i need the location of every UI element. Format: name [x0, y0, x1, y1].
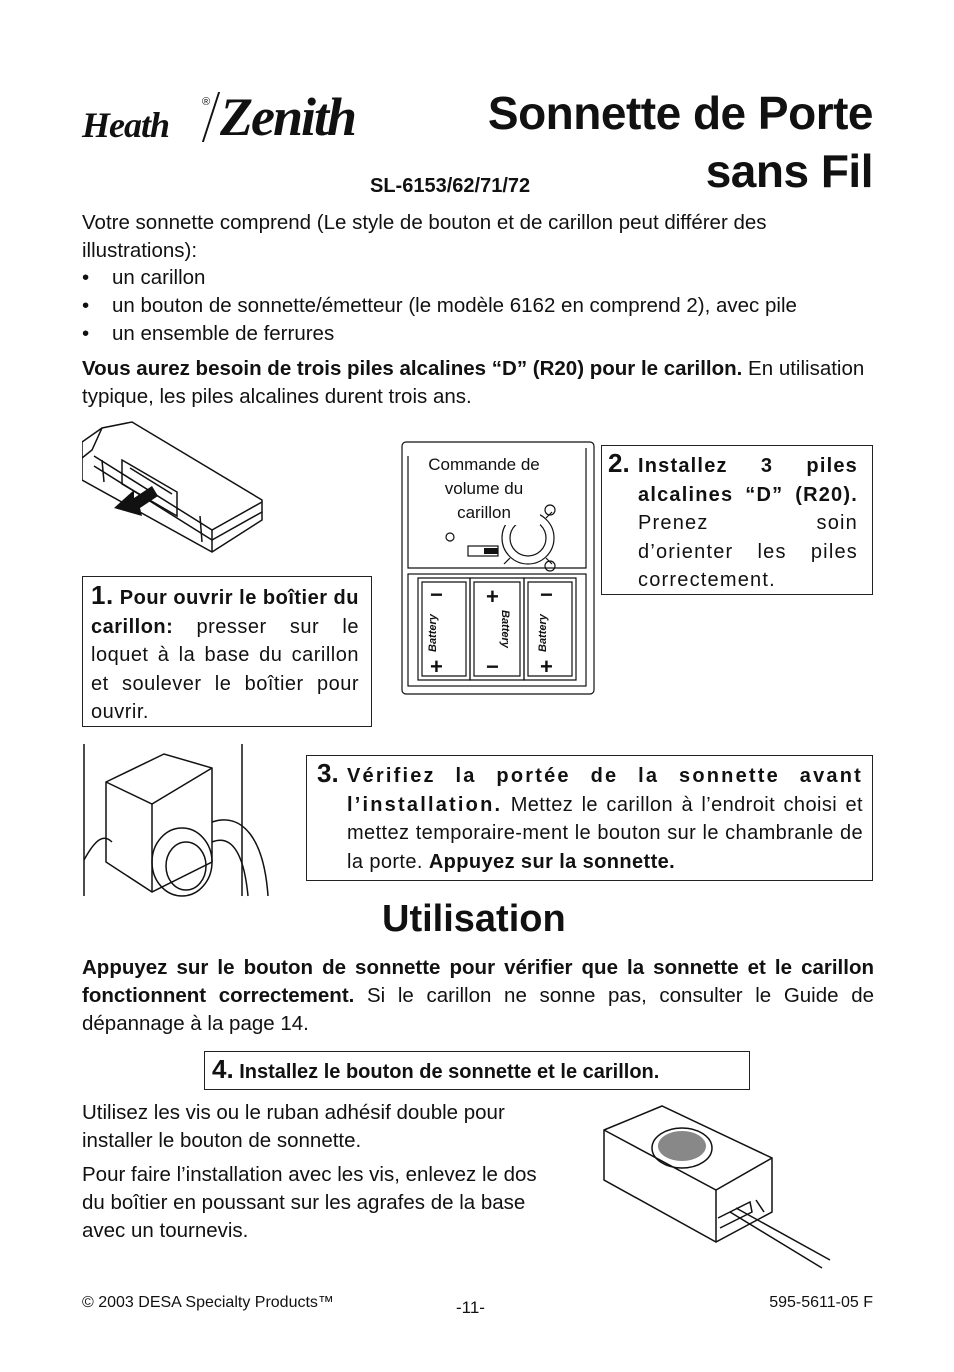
doorbell-test-illustration: [82, 742, 278, 898]
step-1-box: 1. Pour ouvrir le boîtier du carillon: presser sur le loquet à la base du carillon et soulever le boîtier pour ouvrir.: [82, 576, 372, 727]
push-button-icon: [658, 1131, 706, 1161]
install-screw-text: Pour faire l’installation avec les vis, enlevez le dos du boîtier en poussant sur les agrafes de la base avec un tournevis.: [82, 1163, 537, 1242]
install-tape-text: Utilisez les vis ou le ruban adhésif double pour installer le bouton de sonnette.: [82, 1101, 505, 1152]
intro-text: Votre sonnette comprend (Le style de bouton et de carillon peut différer des illustrations):: [82, 211, 767, 262]
page-number: -11-: [456, 1298, 485, 1317]
push-button-screwdriver-illustration: [600, 1100, 832, 1270]
battery-plus-symbol: +: [486, 584, 499, 609]
logo-heath: Heath: [82, 105, 170, 145]
volume-control-label: Commande de volume du carillon: [428, 453, 540, 525]
battery-plus-symbol: +: [540, 654, 553, 679]
battery-minus-symbol: −: [430, 582, 443, 607]
bullet-icon: •: [82, 266, 90, 289]
section-heading: Utilisation: [382, 898, 566, 940]
battery-plus-symbol: +: [430, 654, 443, 679]
logo-reg: ®: [202, 96, 211, 108]
step-number: 1.: [91, 580, 114, 610]
bullet-icon: •: [82, 322, 90, 345]
step-3-box: 3. Vérifiez la portée de la sonnette avant l’installation. Mettez le carillon à l’endroit choisi et mettez temporaire-ment le bouton sur le chambranle de la porte. Appuyez sur la sonnette.: [306, 755, 873, 881]
model-number: SL-6153/62/71/72: [370, 175, 531, 197]
battery-minus-symbol: −: [540, 582, 553, 607]
heath-zenith-logo: [82, 88, 412, 148]
logo-zenith: Zenith: [220, 87, 356, 147]
footer-code: 595-5611-05 F: [769, 1294, 873, 1311]
step-number: 3.: [317, 758, 339, 788]
step-4-box: 4. Installez le bouton de sonnette et le carillon.: [204, 1051, 750, 1090]
footer-copyright: © 2003 DESA Specialty Products™: [82, 1294, 334, 1311]
battery-requirement: Vous aurez besoin de trois piles alcalines “D” (R20) pour le carillon. En utilisation typique, les piles alcalines durent trois ans.: [82, 357, 865, 408]
battery-label: Battery: [427, 614, 439, 652]
bullet-icon: •: [82, 294, 90, 317]
step-number: 4.: [212, 1054, 234, 1084]
chime-latch-illustration: [82, 420, 272, 570]
title-line-1: Sonnette de Porte: [487, 87, 873, 139]
step-2-box: 2. Installez 3 piles alcalines “D” (R20). Prenez soin d’orienter les piles correctement.: [601, 445, 873, 595]
battery-minus-symbol: −: [486, 654, 499, 679]
usage-text: Appuyez sur le bouton de sonnette pour vérifier que la sonnette et le carillon fonctionnent correctement. Si le carillon ne sonne pas, consulter le Guide de dépannage à la page 14.: [82, 956, 874, 1035]
battery-label: Battery: [499, 610, 511, 648]
title-line-2: sans Fil: [705, 145, 873, 197]
step-number: 2.: [608, 448, 630, 478]
battery-label: Battery: [537, 614, 549, 652]
